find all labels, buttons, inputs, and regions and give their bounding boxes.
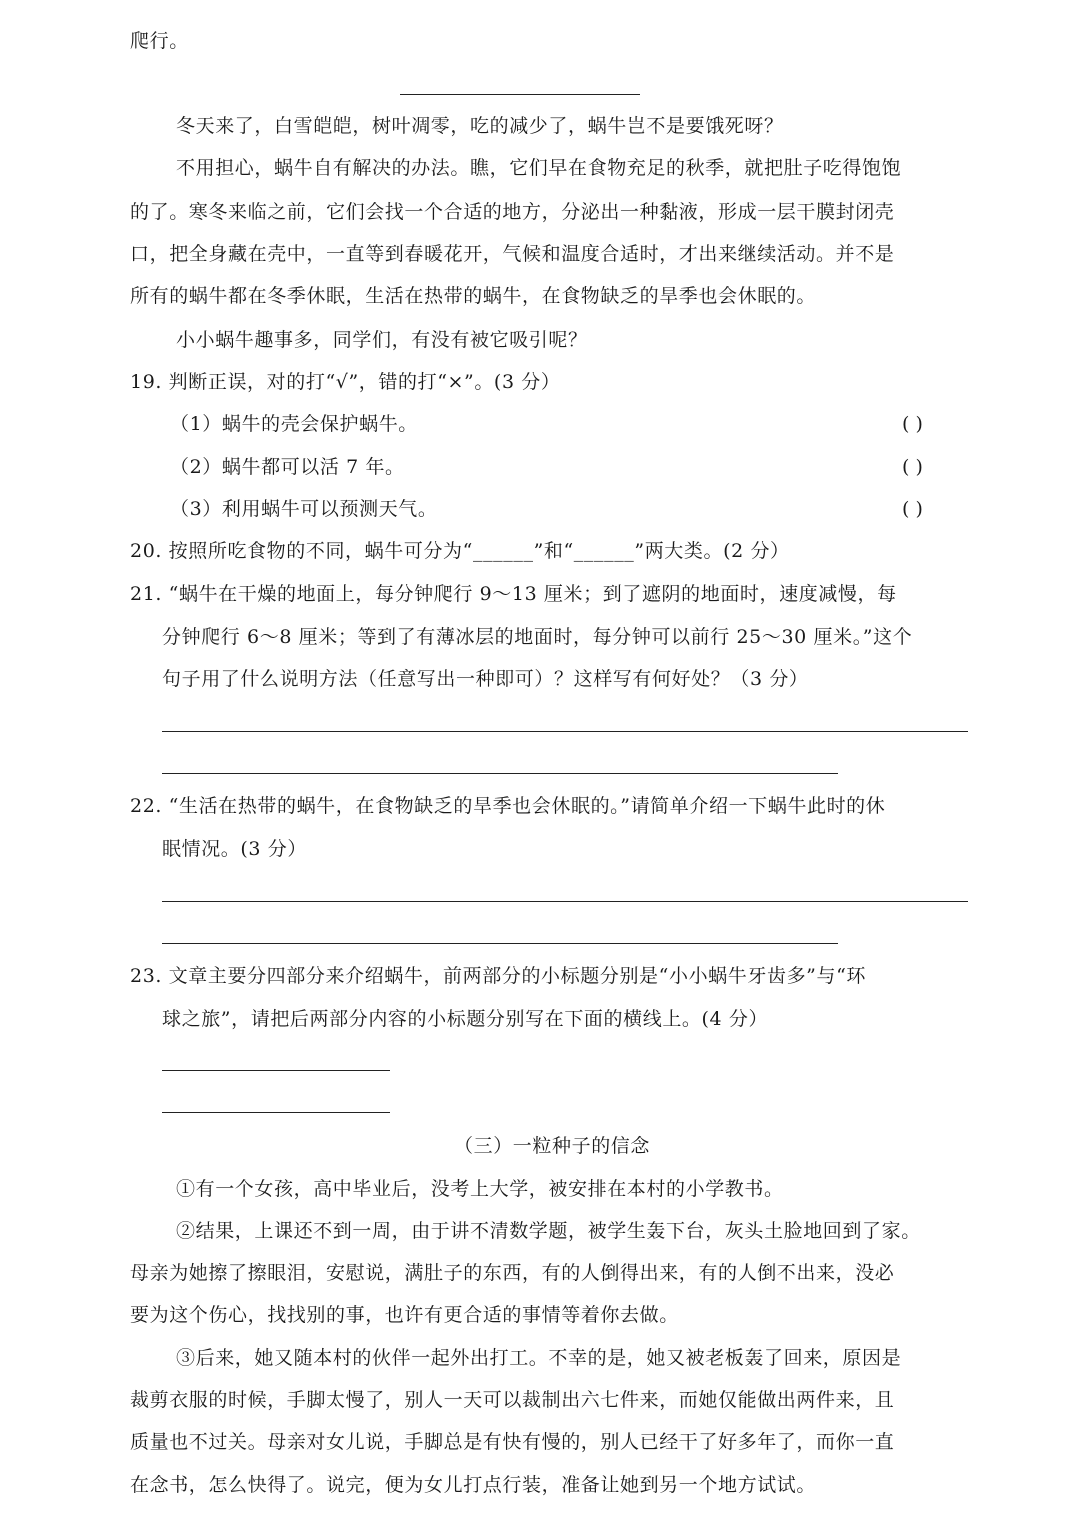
passage-text-line: 爬行。 — [130, 30, 189, 52]
question-23-line: 球之旅”，请把后两部分内容的小标题分别写在下面的横线上。(4 分） — [162, 1008, 769, 1030]
paragraph-line: ②结果，上课还不到一周，由于讲不清数学题，被学生轰下台，灰头土脸地回到了家。 — [176, 1220, 921, 1242]
question-19-stem: 19. 判断正误，对的打“√”，错的打“×”。(3 分） — [130, 371, 561, 393]
q19-item-1: （1）蜗牛的壳会保护蜗牛。 — [170, 413, 418, 435]
question-20: 20. 按照所吃食物的不同，蜗牛可分为“______”和“______”两大类。(2 分） — [130, 540, 790, 562]
answer-line[interactable] — [162, 943, 838, 944]
paragraph-line: 质量也不过关。母亲对女儿说，手脚总是有快有慢的，别人已经干了好多年了，而你一直 — [130, 1431, 895, 1453]
paragraph-line: 裁剪衣服的时候，手脚太慢了，别人一天可以裁制出六七件来，而她仅能做出两件来，且 — [130, 1389, 895, 1411]
question-22-line: 眠情况。(3 分） — [162, 838, 307, 860]
answer-line[interactable] — [162, 1112, 390, 1113]
paragraph-line: 在念书，怎么快得了。说完，便为女儿打点行装，准备让她到另一个地方试试。 — [130, 1474, 817, 1496]
paragraph-line: 要为这个伤心，找找别的事，也许有更合适的事情等着你去做。 — [130, 1304, 679, 1326]
answer-blank-3[interactable]: ( ) — [902, 498, 923, 520]
question-21-line: 分钟爬行 6～8 厘米；等到了有薄冰层的地面时，每分钟可以前行 25～30 厘米。”这个 — [162, 626, 913, 648]
q19-item-3: （3）利用蜗牛可以预测天气。 — [170, 498, 438, 520]
question-23-line: 23. 文章主要分四部分来介绍蜗牛，前两部分的小标题分别是“小小蜗牛牙齿多”与“环 — [130, 965, 866, 987]
answer-line[interactable] — [162, 731, 968, 732]
paragraph-line: 口，把全身藏在壳中，一直等到春暖花开，气候和温度合适时，才出来继续活动。并不是 — [130, 243, 895, 265]
answer-line[interactable] — [162, 1070, 390, 1071]
paragraph: 小小蜗牛趣事多，同学们，有没有被它吸引呢？ — [176, 329, 588, 351]
paragraph: ①有一个女孩，高中毕业后，没考上大学，被安排在本村的小学教书。 — [176, 1178, 784, 1200]
question-22-line: 22. “生活在热带的蜗牛，在食物缺乏的旱季也会休眠的。”请简单介绍一下蜗牛此时的休 — [130, 795, 886, 817]
paragraph-line: 所有的蜗牛都在冬季休眠，生活在热带的蜗牛，在食物缺乏的旱季也会休眠的。 — [130, 285, 817, 307]
paragraph-line: 的了。寒冬来临之前，它们会找一个合适的地方，分泌出一种黏液，形成一层干膜封闭壳 — [130, 201, 895, 223]
paragraph: 冬天来了，白雪皑皑，树叶凋零，吃的减少了，蜗牛岂不是要饿死呀？ — [176, 115, 784, 137]
answer-blank-2[interactable]: ( ) — [902, 456, 923, 478]
question-21-line: 21. “蜗牛在干燥的地面上，每分钟爬行 9～13 厘米；到了遮阴的地面时，速度减慢，每 — [130, 583, 897, 605]
q19-item-2: （2）蜗牛都可以活 7 年。 — [170, 456, 405, 478]
answer-line[interactable] — [162, 773, 838, 774]
question-21-line: 句子用了什么说明方法（任意写出一种即可）？这样写有何好处？（3 分） — [162, 668, 809, 690]
answer-blank-1[interactable]: ( ) — [902, 413, 923, 435]
paragraph-line: 不用担心，蜗牛自有解决的办法。瞧，它们早在食物充足的秋季，就把肚子吃得饱饱 — [176, 157, 902, 179]
answer-line[interactable] — [162, 901, 968, 902]
paragraph-line: ③后来，她又随本村的伙伴一起外出打工。不幸的是，她又被老板轰了回来，原因是 — [176, 1347, 902, 1369]
section-title: （三）一粒种子的信念 — [454, 1135, 651, 1157]
paragraph-line: 母亲为她擦了擦眼泪，安慰说，满肚子的东西，有的人倒得出来，有的人倒不出来，没必 — [130, 1262, 895, 1284]
section-divider — [400, 94, 640, 95]
